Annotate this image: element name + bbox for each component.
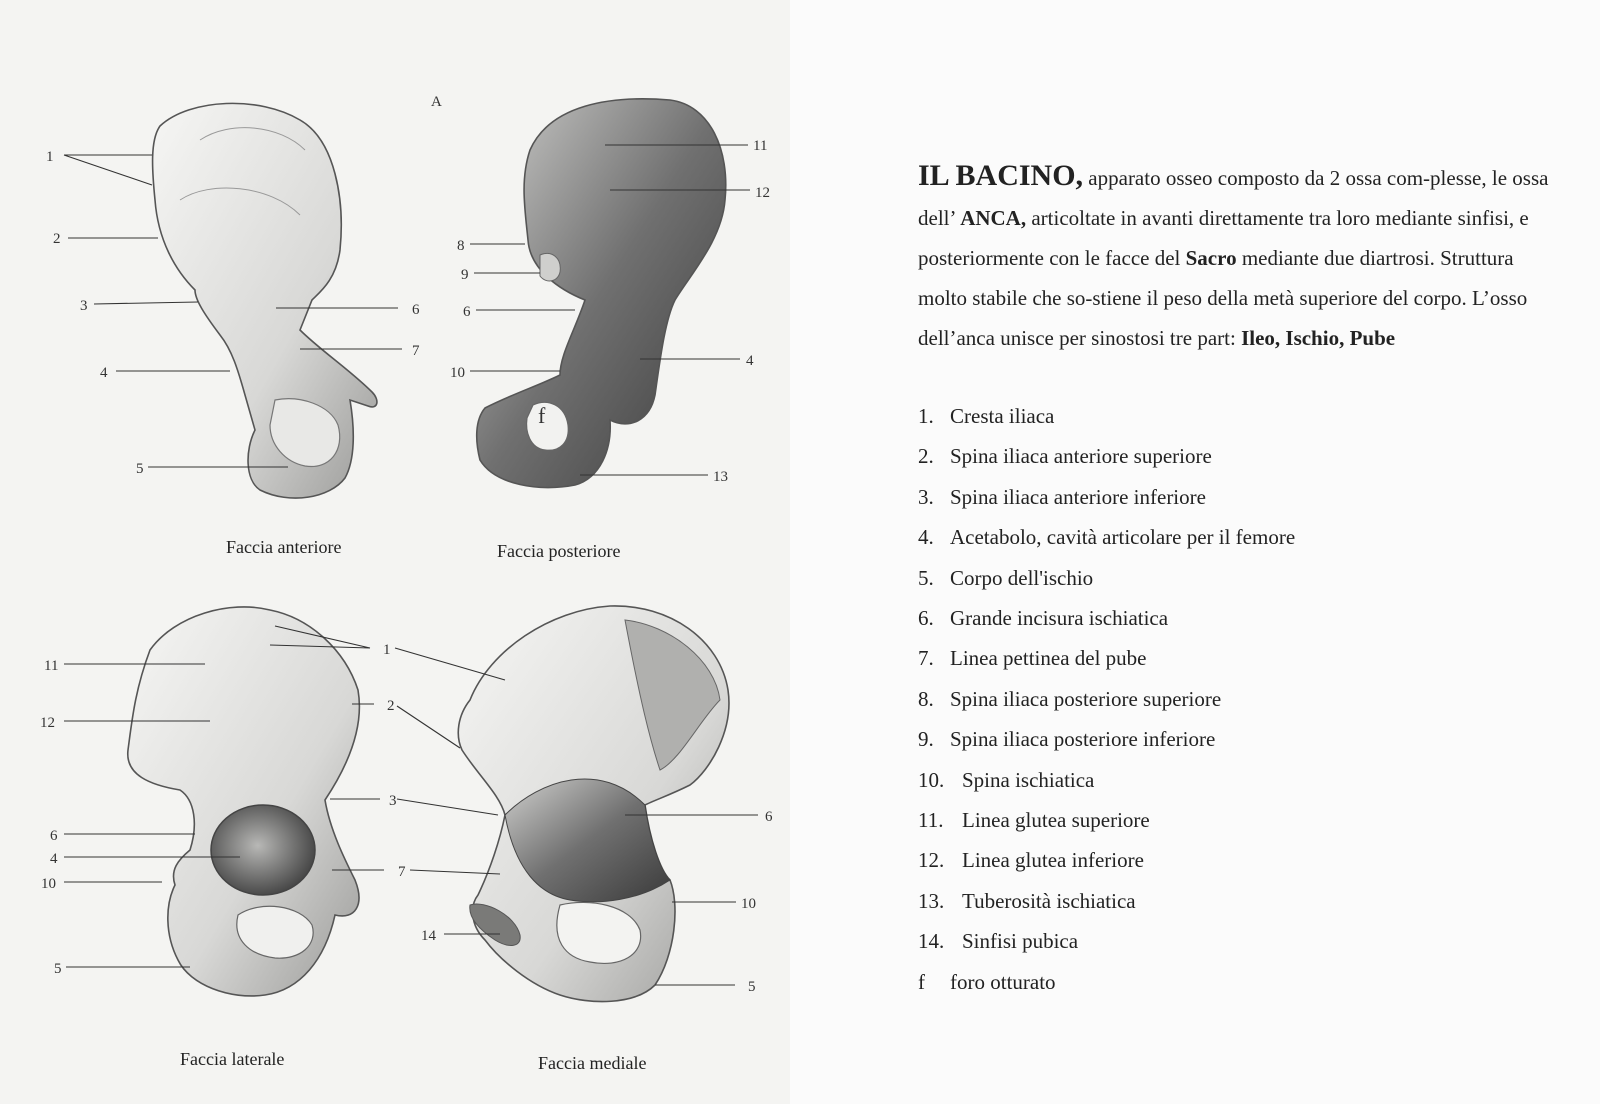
legend-key: 1. (918, 404, 934, 428)
callout-number: 11 (753, 138, 768, 154)
legend-key: 7. (918, 646, 934, 671)
caption-posterior: Faccia posteriore (497, 541, 621, 561)
legend-item (918, 679, 1558, 719)
legend-item (918, 558, 1558, 598)
legend-text: Sinfisi pubica (962, 929, 1079, 954)
legend-text: Linea pettinea del pube (950, 646, 1147, 671)
legend-key: 14. (918, 929, 945, 954)
intro-paragraph (918, 156, 1558, 358)
bone-lateral-view (128, 607, 360, 996)
legend-text: foro otturato (950, 969, 1056, 994)
callout-number: 1 (383, 642, 391, 658)
callout-number: 10 (41, 876, 56, 892)
callout-number: 12 (755, 185, 770, 201)
legend-key: 13. (918, 888, 945, 913)
legend-text: Spina iliaca anteriore inferiore (950, 484, 1206, 509)
bone-medial-view (458, 606, 729, 1002)
callout-number: 6 (463, 304, 471, 320)
caption-lateral: Faccia laterale (180, 1049, 285, 1069)
legend-list (918, 396, 1558, 1002)
anatomy-plate (0, 0, 790, 1104)
callout-number: 8 (457, 238, 465, 254)
callout-number: 11 (44, 658, 59, 674)
callout-number: 10 (741, 896, 756, 912)
legend-item (918, 719, 1558, 759)
legend-key: 8. (918, 686, 934, 711)
legend-item (918, 396, 1558, 436)
intro-text-3: mediante due diartrosi. Struttura molto stabile che so-stiene il peso della metà superiore del corpo. L’osso dell’anca unisce per sinostosi tre part: (918, 246, 1528, 350)
caption-anterior: Faccia anteriore (226, 537, 342, 557)
legend-text: Spina ischiatica (962, 767, 1095, 792)
callout-number: 12 (40, 715, 55, 731)
intro-anca: ANCA, (960, 206, 1027, 230)
obturator-foramen-mark: f (538, 403, 546, 428)
legend-key: 6. (918, 606, 934, 631)
callout-number: 3 (389, 793, 397, 809)
intro-parts: Ileo, Ischio, Pube (1241, 326, 1396, 350)
caption-medial: Faccia mediale (538, 1053, 647, 1073)
callout-number: 5 (54, 961, 62, 977)
legend-item (918, 840, 1558, 880)
legend-key: 5. (918, 565, 934, 590)
legend-item (918, 436, 1558, 476)
intro-title: IL BACINO, (918, 159, 1084, 192)
callout-number: 4 (50, 851, 58, 867)
legend-key: 9. (918, 727, 934, 752)
legend-text: Corpo dell'ischio (950, 565, 1094, 590)
hip-bone-illustrations (0, 0, 790, 1104)
callout-number: 1 (46, 149, 54, 165)
callout-number: 3 (80, 298, 88, 314)
intro-sacro: Sacro (1185, 246, 1237, 270)
bone-posterior-view (477, 99, 726, 488)
legend-text: Cresta iliaca (950, 404, 1055, 428)
legend-text: Acetabolo, cavità articolare per il femore (950, 525, 1296, 550)
callout-number: 6 (765, 809, 773, 825)
bone-anterior-view (153, 103, 377, 498)
legend-item (918, 921, 1558, 961)
legend-item (918, 881, 1558, 921)
plate-letter: A (431, 94, 442, 110)
legend-text: Linea glutea superiore (962, 808, 1150, 833)
legend-item (918, 517, 1558, 557)
callout-number: 10 (450, 365, 465, 381)
legend-text: Grande incisura ischiatica (950, 606, 1169, 631)
callout-number: 4 (100, 365, 108, 381)
legend-text: Spina iliaca anteriore superiore (950, 444, 1212, 469)
legend-item (918, 477, 1558, 517)
callout-number: 2 (53, 231, 61, 247)
callout-number: 14 (421, 928, 436, 944)
description-panel (918, 156, 1558, 1002)
legend-item (918, 800, 1558, 840)
callout-number: 6 (412, 302, 420, 318)
legend-key: 3. (918, 484, 934, 509)
callout-number: 7 (398, 864, 406, 880)
legend-key: f (918, 969, 925, 994)
legend-item (918, 760, 1558, 800)
legend-key: 12. (918, 848, 945, 873)
intro-text-1: apparato osseo composto da 2 ossa com-plesse, le ossa dell’ (918, 166, 1549, 230)
callout-number: 2 (387, 698, 395, 714)
callout-number: 13 (713, 469, 728, 485)
legend-item (918, 638, 1558, 678)
legend-item (918, 962, 1558, 1002)
legend-key: 2. (918, 444, 934, 469)
callout-number: 9 (461, 267, 469, 283)
callout-number: 4 (746, 353, 754, 369)
legend-key: 11. (918, 808, 944, 833)
legend-text: Linea glutea inferiore (962, 848, 1144, 873)
callout-number: 5 (136, 461, 144, 477)
callout-number: 5 (748, 979, 756, 995)
legend-text: Spina iliaca posteriore inferiore (950, 727, 1216, 752)
legend-text: Spina iliaca posteriore superiore (950, 686, 1222, 711)
intro-text-2: articoltate in avanti direttamente tra loro mediante sinfisi, e posteriormente con le facce del (918, 206, 1529, 270)
legend-item (918, 598, 1558, 638)
legend-text: Tuberosità ischiatica (962, 888, 1136, 913)
callout-number: 6 (50, 828, 58, 844)
callout-number: 7 (412, 343, 420, 359)
legend-key: 4. (918, 525, 934, 550)
legend-key: 10. (918, 767, 945, 792)
